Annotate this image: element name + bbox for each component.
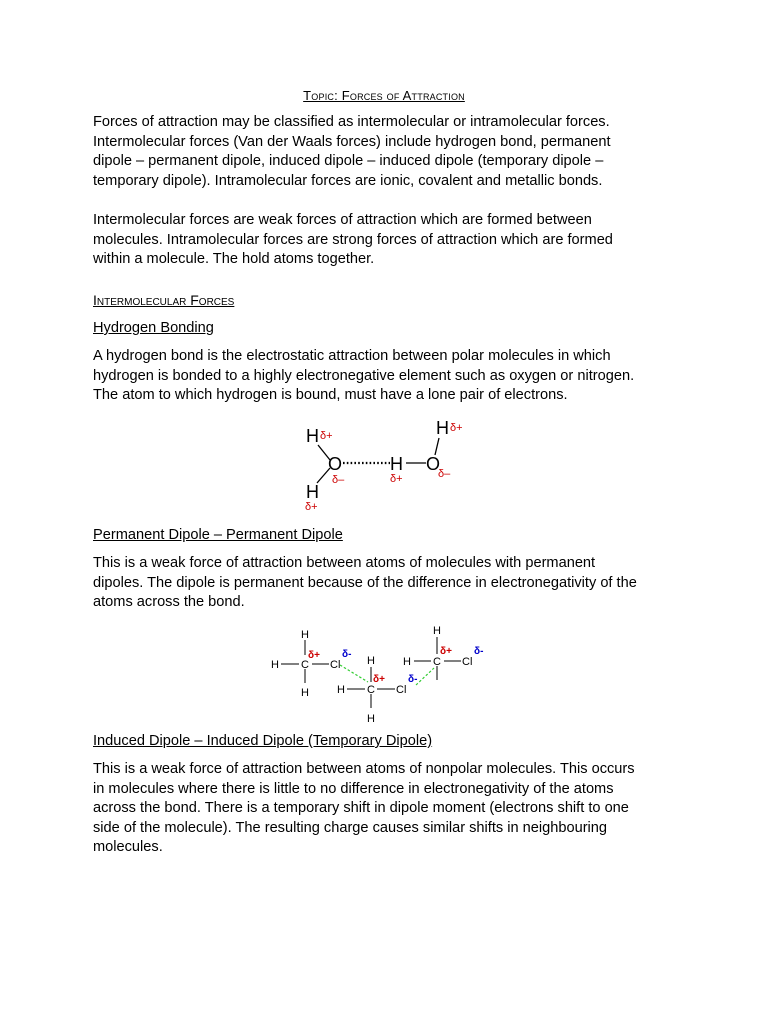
text-line: Intermolecular forces (Van der Waals forces) include hydrogen bond, permanent: [93, 133, 611, 150]
intro-paragraph-1: [93, 113, 683, 191]
carbon-atom: C: [433, 656, 441, 668]
carbon-atom: C: [301, 659, 309, 671]
hydrogen-bonding-heading-text: Hydrogen Bonding: [93, 320, 214, 336]
partial-positive-charge: δ+: [373, 674, 385, 685]
carbon-atom: C: [367, 684, 375, 696]
partial-positive-charge: δ+: [308, 650, 320, 661]
text-line: in molecules where there is little to no difference in electronegativity of the atoms: [93, 780, 614, 797]
hydrogen-atom: H: [367, 655, 375, 667]
text-line: Intermolecular forces are weak forces of attraction which are formed between: [93, 212, 592, 228]
hydrogen-atom: H: [301, 687, 309, 699]
hydrogen-atom: H: [301, 629, 309, 641]
text-line: Forces of attraction may be classified as intermolecular or intramolecular forces.: [93, 114, 610, 130]
dipole-interaction-line: [416, 668, 434, 685]
partial-negative-charge: δ-: [342, 649, 352, 660]
text-line: within a molecule. The hold atoms together.: [93, 251, 375, 267]
hydrogen-atom: H: [306, 426, 319, 446]
hydrogen-atom: H: [271, 659, 279, 671]
hydrogen-bonding-paragraph: [93, 347, 683, 406]
partial-negative-charge: δ-: [408, 674, 418, 685]
text-line: across the bond. There is a temporary shift in dipole moment (electrons shift to one: [93, 800, 629, 816]
hydrogen-atom: H: [403, 656, 411, 668]
partial-positive-charge: δ+: [320, 430, 333, 442]
text-line: This is a weak force of attraction between atoms of molecules with permanent: [93, 555, 596, 571]
induced-dipole-heading: Induced Dipole – Induced Dipole (Temporary Dipole): [93, 733, 433, 749]
text-line: A hydrogen bond is the electrostatic attraction between polar molecules in which: [93, 348, 611, 364]
chloromethane-molecule: [403, 625, 483, 680]
induced-dipole-paragraph: [93, 760, 683, 858]
hydrogen-atom: H: [367, 713, 375, 725]
hydrogen-atom: H: [390, 454, 403, 474]
oxygen-atom: O: [426, 454, 441, 474]
permanent-dipole-paragraph: [93, 554, 683, 613]
text-line: The atom to which hydrogen is bound, must have a lone pair of electrons.: [93, 387, 568, 403]
text-line: molecules.: [93, 839, 163, 855]
text-line: This is a weak force of attraction between atoms of nonpolar molecules. This occurs: [93, 761, 635, 777]
partial-negative-charge: δ–: [332, 474, 345, 486]
text-line: molecules. Intramolecular forces are strong forces of attraction which are formed: [93, 231, 613, 248]
text-line: side of the molecule). The resulting charge causes similar shifts in neighbouring: [93, 819, 608, 836]
chlorine-atom: Cl: [330, 659, 341, 671]
oxygen-atom: O: [328, 454, 343, 474]
partial-positive-charge: δ+: [305, 501, 318, 513]
oh-bond: [435, 438, 439, 455]
text-line: hydrogen is bonded to a highly electronegative element such as oxygen or nitrogen.: [93, 367, 635, 384]
water-hydrogen-bond-diagram: [290, 415, 480, 515]
partial-positive-charge: δ+: [450, 422, 463, 434]
partial-negative-charge: δ-: [474, 646, 484, 657]
page-title: Topic: Forces of Attraction: [303, 88, 465, 103]
partial-negative-charge: δ–: [438, 468, 451, 480]
text-line: atoms across the bond.: [93, 594, 245, 610]
chloromethane-dipole-diagram: [266, 622, 496, 726]
hydrogen-atom: H: [337, 684, 345, 696]
hydrogen-atom: H: [436, 418, 449, 438]
hydrogen-bonding-heading: [93, 319, 214, 338]
text-line: temporary dipole). Intramolecular forces are ionic, covalent and metallic bonds.: [93, 172, 603, 189]
permanent-dipole-heading: Permanent Dipole – Permanent Dipole: [93, 527, 343, 543]
text-line: dipoles. The dipole is permanent because of the difference in electronegativity of the: [93, 574, 637, 591]
chlorine-atom: Cl: [396, 684, 407, 696]
section-heading: Intermolecular Forces: [93, 292, 235, 308]
chlorine-atom: Cl: [462, 656, 473, 668]
partial-positive-charge: δ+: [390, 473, 403, 485]
text-line: dipole – permanent dipole, induced dipole – induced dipole (temporary dipole –: [93, 153, 604, 169]
dipole-interaction-line: [340, 665, 368, 682]
intro-paragraph-2: [93, 211, 683, 270]
hydrogen-atom: H: [306, 482, 319, 502]
partial-positive-charge: δ+: [440, 646, 452, 657]
hydrogen-atom: H: [433, 625, 441, 637]
